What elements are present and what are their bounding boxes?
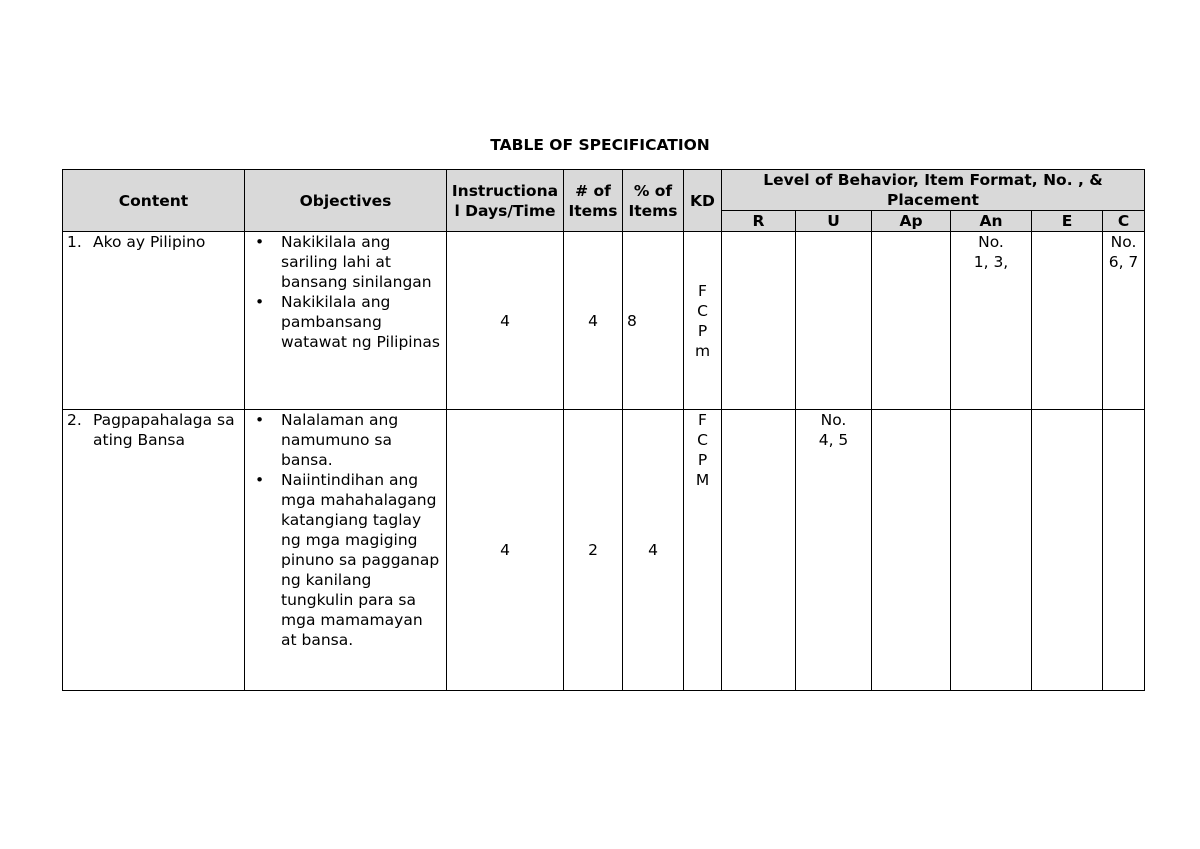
objective-item: [249, 470, 442, 650]
table-row: [63, 410, 1145, 691]
level-u-cell: [796, 232, 872, 410]
percent-cell: 4: [623, 410, 684, 691]
days-cell: 4: [447, 410, 564, 691]
kd-cell: [684, 232, 722, 410]
objective-item: [249, 410, 442, 470]
kd-letter: F: [698, 411, 707, 429]
level-c-cell: No. 6, 7: [1103, 232, 1145, 410]
level-r-cell: [722, 410, 796, 691]
level-an-cell: No. 1, 3,: [951, 232, 1032, 410]
document-title: TABLE OF SPECIFICATION: [490, 136, 710, 154]
objective-text: Naiintindihan ang mga mahahalagang katangiang taglay ng mga magiging pinuno sa pagganap ng kanilang tungkulin para sa mga mamamayan at bansa.: [281, 471, 440, 649]
bullet-icon: •: [255, 233, 265, 251]
objectives-cell: [245, 232, 447, 410]
bullet-icon: •: [255, 411, 265, 429]
level-r-cell: [722, 232, 796, 410]
content-number: 2.: [67, 411, 82, 429]
items-cell: 4: [564, 232, 623, 410]
objective-item: [249, 292, 442, 352]
table-row: [63, 232, 1145, 410]
items-cell: 2: [564, 410, 623, 691]
header-level-an: An: [951, 211, 1032, 232]
kd-letter: C: [697, 301, 708, 320]
header-level-r: R: [722, 211, 796, 232]
days-cell: 4: [447, 232, 564, 410]
kd-cell: [684, 410, 722, 691]
level-an-cell: [951, 410, 1032, 691]
content-text: Pagpapahalaga sa ating Bansa: [93, 411, 235, 449]
header-kd: KD: [684, 170, 722, 232]
objectives-cell: [245, 410, 447, 691]
header-level-e: E: [1032, 211, 1103, 232]
header-level-of-behavior: Level of Behavior, Item Format, No. , & Placement: [722, 170, 1145, 211]
header-items: # of Items: [564, 170, 623, 232]
header-days: Instructional Days/Time: [447, 170, 564, 232]
content-cell: [63, 232, 245, 410]
level-c-cell: [1103, 410, 1145, 691]
bullet-icon: •: [255, 471, 265, 489]
level-e-cell: [1032, 410, 1103, 691]
percent-cell: 8: [623, 232, 684, 410]
objective-text: Nakikilala ang sariling lahi at bansang sinilangan: [281, 233, 432, 291]
content-number: 1.: [67, 233, 82, 251]
header-level-ap: Ap: [872, 211, 951, 232]
header-objectives: Objectives: [245, 170, 447, 232]
kd-letter: F: [698, 281, 707, 300]
level-e-cell: [1032, 232, 1103, 410]
objective-text: Nalalaman ang namumuno sa bansa.: [281, 411, 399, 469]
level-ap-cell: [872, 410, 951, 691]
kd-letter: P: [697, 321, 708, 340]
kd-letter: C: [697, 431, 708, 449]
content-cell: [63, 410, 245, 691]
kd-letter: m: [694, 341, 711, 360]
header-level-u: U: [796, 211, 872, 232]
bullet-icon: •: [255, 293, 265, 311]
header-percent: % of Items: [623, 170, 684, 232]
objective-item: [249, 232, 442, 292]
objective-text: Nakikilala ang pambansang watawat ng Pilipinas: [281, 293, 440, 351]
header-content: Content: [63, 170, 245, 232]
header-level-c: C: [1103, 211, 1145, 232]
content-text: Ako ay Pilipino: [93, 233, 206, 251]
specification-table: [62, 169, 1145, 691]
kd-letter: P: [697, 451, 708, 469]
level-ap-cell: [872, 232, 951, 410]
level-u-cell: No. 4, 5: [796, 410, 872, 691]
kd-letter: M: [695, 471, 710, 489]
